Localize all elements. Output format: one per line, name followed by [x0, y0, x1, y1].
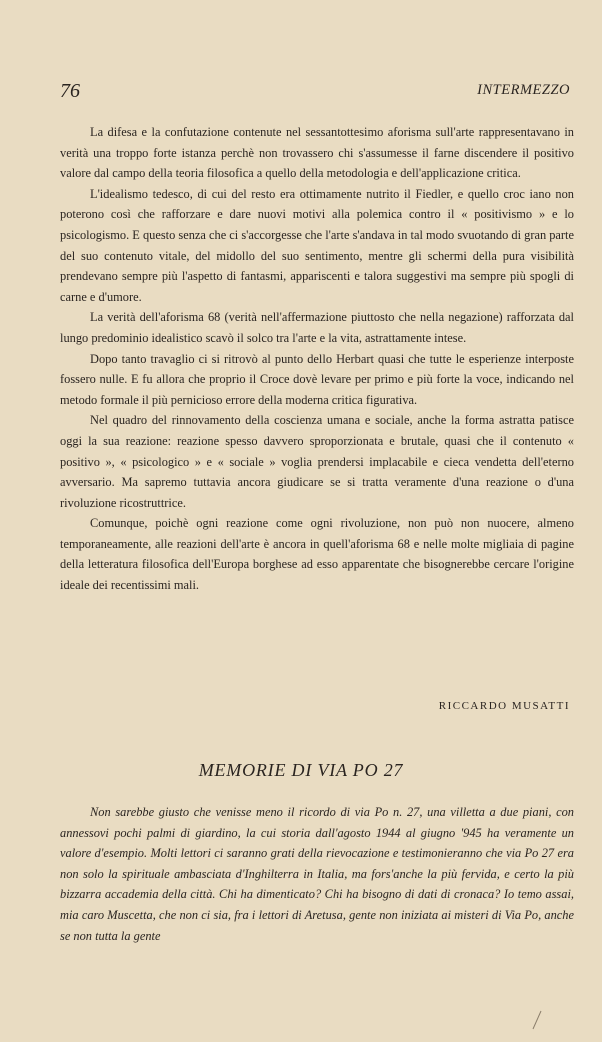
pencil-mark — [530, 1010, 544, 1030]
page-number: 76 — [60, 80, 80, 102]
essay-paragraph: La verità dell'aforisma 68 (verità nell'affermazione piuttosto che nella negazione) rafforzata dal lungo predominio idealistico scavò il solco tra l'arte e la vita, astrattamente intese. — [60, 310, 574, 345]
essay-body — [60, 122, 574, 596]
essay-paragraph: La difesa e la confutazione contenute nel sessantottesimo aforisma sull'arte rappresentavano in verità una troppo forte istanza perchè non trovassero chi s'assumesse il farne discendere il positivo valore dal campo della teoria filosofica a quello della metodologia e dell'applicazione critica. — [60, 125, 574, 181]
section-intro — [60, 802, 574, 946]
essay-paragraph: Comunque, poichè ogni reazione come ogni rivoluzione, non può non nuocere, almeno temporaneamente, alle reazioni dell'arte è ancora in quell'aforisma 68 e nelle molte migliaia di pagine della letteratura filosofica dell'Europa borghese ad esso apparentate che bisognerebbe cercare l'origine ideale dei recentissimi mali. — [60, 516, 574, 593]
essay-paragraph: L'idealismo tedesco, di cui del resto era ottimamente nutrito il Fiedler, e quello croc iano non poterono così che rafforzare e dare nuovi motivi alla polemica contro il « positivismo » e lo psicologismo. E questo senza che ci s'accorgesse che l'arte s'andava in tal modo svuotando di gran parte del suo contenuto vitale, del midollo del suo sentimento, mentre gli schermi della pura visibilità prendevano sempre più l'aspetto di fantasmi, appariscenti e talora suggestivi ma sempre più spogli di carne e d'umore. — [60, 186, 574, 304]
section-title: MEMORIE DI VIA PO 27 — [198, 760, 404, 780]
running-title: INTERMEZZO — [477, 82, 570, 98]
author-signature: RICCARDO MUSATTI — [438, 700, 570, 712]
running-head — [60, 80, 570, 104]
intro-paragraph: Non sarebbe giusto che venisse meno il ricordo di via Po n. 27, una villetta a due piani, con annessovi pochi palmi di giardino, la cui storia dall'agosto 1944 al giugno '945 ha veramente un valore d'esempio. Molti lettori ci saranno grati della rievocazione e testimonieranno che via Po 27 era non solo la spirituale ambasciata d'Inghilterra in Italia, ma fors'anche la più fervida, e certo la più bizzarra accademia della città. Chi ha dimenticato? Chi ha bisogno di dati di cronaca? Io temo assai, mia caro Muscetta, che non ci sia, fra i lettori di Aretusa, gente non iniziata ai misteri di Via Po, anche se non tutta la gente — [60, 805, 574, 943]
essay-paragraph: Nel quadro del rinnovamento della coscienza umana e sociale, anche la forma astratta patisce oggi la sua reazione: reazione spesso davvero sproporzionata e brutale, quasi che il contenuto « positivo », « psicologico » e « sociale » voglia prendersi implacabile e cieca vendetta dell'eterno avversario. Ma sapremo tuttavia ancora giudicare se si tratta veramente d'una reazione o d'una rivoluzione ricostruttrice. — [60, 413, 574, 510]
essay-paragraph: Dopo tanto travaglio ci si ritrovò al punto dello Herbart quasi che tutte le esperienze interposte fossero nulle. E fu allora che proprio il Croce dovè levare per primo e più forte la voce, indicando nel metodo formale il più pernicioso errore della moderna critica figurativa. — [60, 351, 574, 407]
